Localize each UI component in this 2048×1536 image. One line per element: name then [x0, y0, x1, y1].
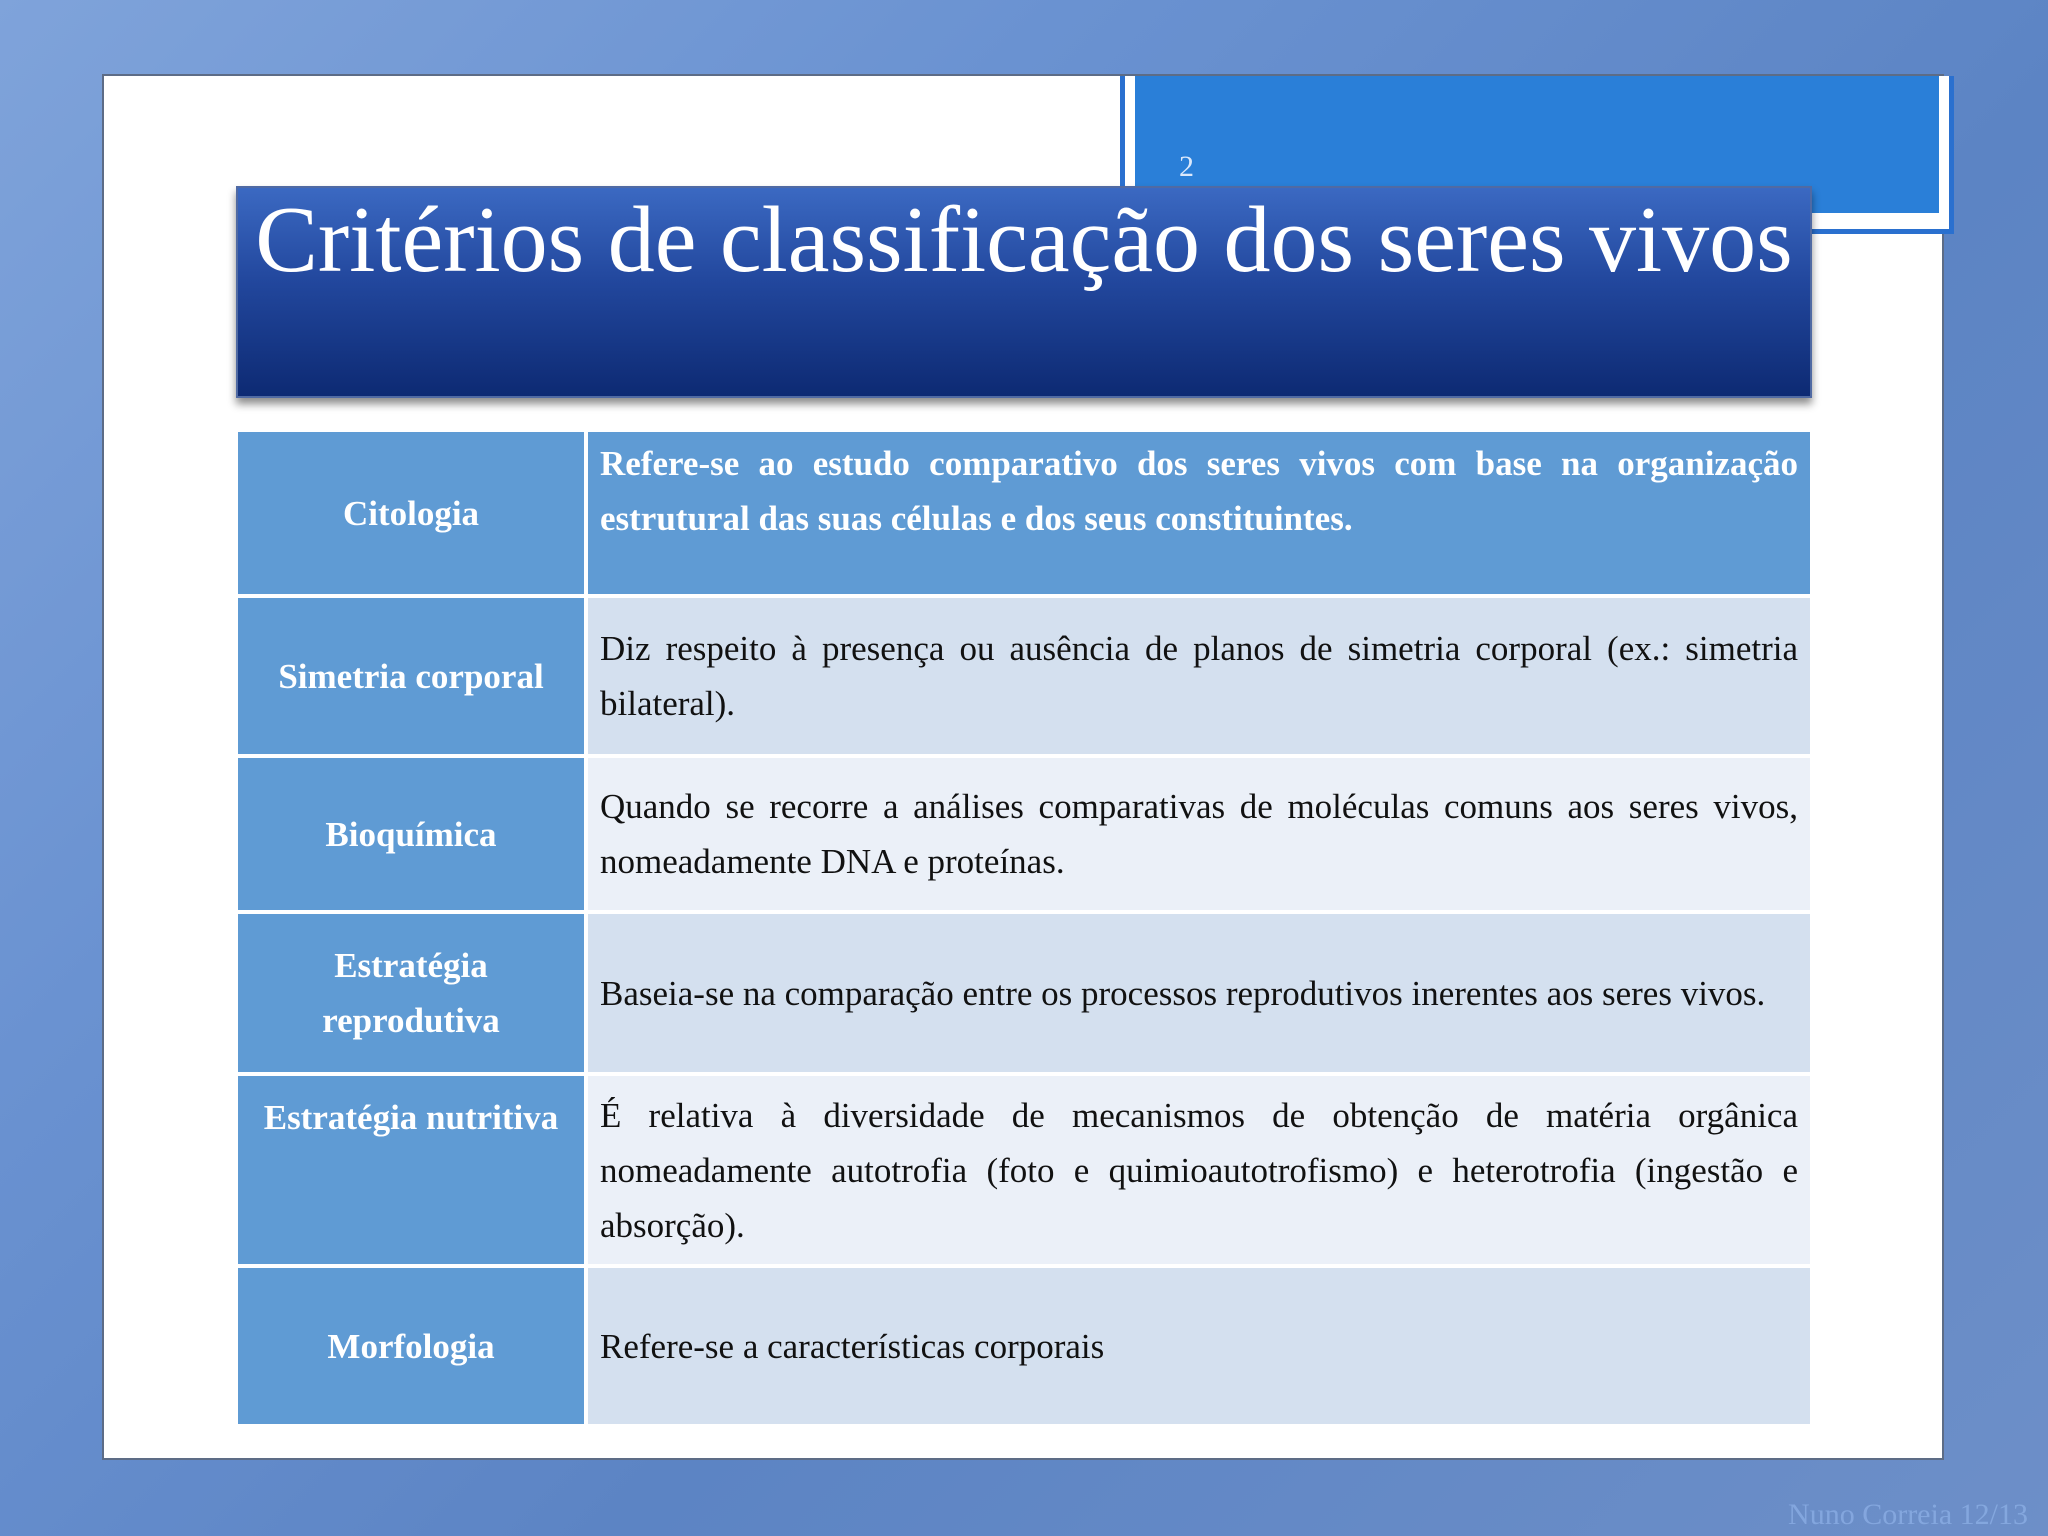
criterion-label: Citologia	[236, 430, 586, 596]
table-row	[236, 1266, 1812, 1426]
criteria-table	[234, 428, 1814, 1428]
table-row	[236, 1074, 1812, 1266]
criterion-label: Bioquímica	[236, 756, 586, 912]
table-row	[236, 912, 1812, 1074]
criterion-label: Estratégia reprodutiva	[236, 912, 586, 1074]
criterion-description: Refere-se ao estudo comparativo dos seres vivos com base na organização estrutural das suas células e dos seus constituintes.	[586, 430, 1812, 596]
page-number: 2	[1179, 150, 1194, 183]
criterion-description: Refere-se a características corporais	[586, 1266, 1812, 1426]
slide-title: Critérios de classificação dos seres vivos	[255, 188, 1793, 292]
criterion-label: Estratégia nutritiva	[236, 1074, 586, 1266]
table-row	[236, 596, 1812, 756]
criterion-description: Diz respeito à presença ou ausência de planos de simetria corporal (ex.: simetria bilateral).	[586, 596, 1812, 756]
slide-title-box	[236, 186, 1812, 398]
table-row	[236, 430, 1812, 596]
table-row	[236, 756, 1812, 912]
footer-author: Nuno Correia 12/13	[1788, 1498, 2028, 1531]
criterion-description: Baseia-se na comparação entre os processos reprodutivos inerentes aos seres vivos.	[586, 912, 1812, 1074]
criterion-description: Quando se recorre a análises comparativas de moléculas comuns aos seres vivos, nomeadamente DNA e proteínas.	[586, 756, 1812, 912]
criterion-label: Simetria corporal	[236, 596, 586, 756]
criterion-label: Morfologia	[236, 1266, 586, 1426]
criterion-description: É relativa à diversidade de mecanismos de obtenção de matéria orgânica nomeadamente autotrofia (foto e quimioautotrofismo) e heterotrofia (ingestão e absorção).	[586, 1074, 1812, 1266]
